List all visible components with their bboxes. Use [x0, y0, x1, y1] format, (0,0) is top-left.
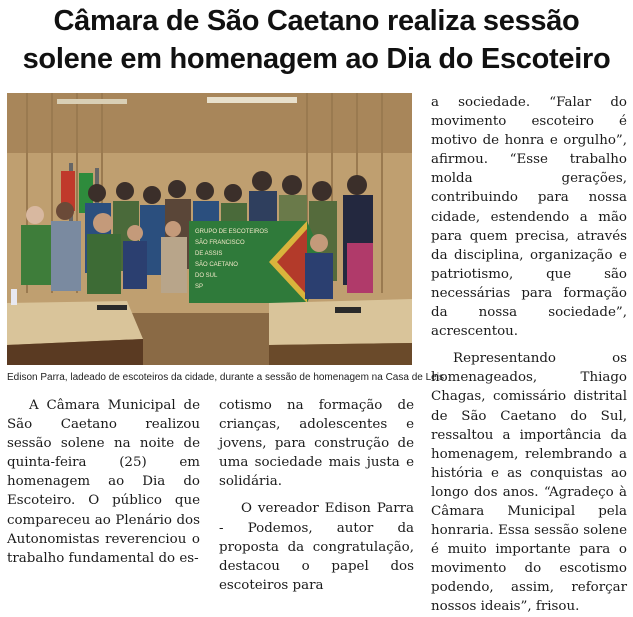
- photo-caption: Edison Parra, ladeado de escoteiros da cidade, durante a sessão de homenagem na Casa de Leis: [7, 372, 444, 383]
- group-photo-illustration: [7, 93, 412, 365]
- banner-line: DE ASSIS: [195, 251, 223, 257]
- article-photo: [7, 93, 412, 365]
- article-column-3: [431, 93, 627, 617]
- headline-line-1: Câmara de São Caetano realiza sessão: [53, 5, 580, 37]
- banner-line: DO SUL: [195, 273, 218, 279]
- paragraph: A Câmara Municipal de São Caetano realizou sessão solene na noite de quinta-feira (25) em homenagem ao Dia do Escoteiro. O público que compareceu ao Plenário dos Autonomistas reverenciou o trabalho fundamental do es-: [7, 398, 200, 566]
- paragraph: a sociedade. “Falar do movimento escoteiro é motivo de honra e orgulho”, afirmou. “Esse trabalho molda gerações, contribuindo para nossa cidade, estendendo a mão para quem precisa, através da disciplina, organização e patriotismo, que são necessárias para formação da nossa sociedade”, acrescentou.: [431, 95, 627, 340]
- banner-line: SP: [195, 284, 204, 290]
- article-column-1: [7, 396, 200, 568]
- banner-line: SÃO FRANCISCO: [195, 240, 245, 246]
- banner-line: SÃO CAETANO: [195, 262, 238, 268]
- banner-line: GRUPO DE ESCOTEIROS: [195, 229, 269, 235]
- paragraph: Representando os homenageados, Thiago Chagas, comissário distrital de São Caetano do Sul, ressaltou a importância da homenagem, relembrando a história e as conquistas ao longo dos anos. “Agradeço à Câmara Municipal pela honraria. Essa sessão solene é muito importante para o movimento do escotismo podendo, assim, reforçar nossos ideais”, frisou.: [431, 351, 627, 615]
- article-column-2: [219, 396, 414, 595]
- paragraph: O vereador Edison Parra - Podemos, autor da proposta da congratulação, destacou o papel dos escoteiros para: [219, 501, 414, 593]
- paragraph: cotismo na formação de crianças, adolescentes e jovens, para construção de uma sociedade mais justa e solidária.: [219, 398, 414, 490]
- headline-line-2: solene em homenagem ao Dia do Escoteiro: [22, 43, 611, 75]
- headline: [0, 2, 633, 78]
